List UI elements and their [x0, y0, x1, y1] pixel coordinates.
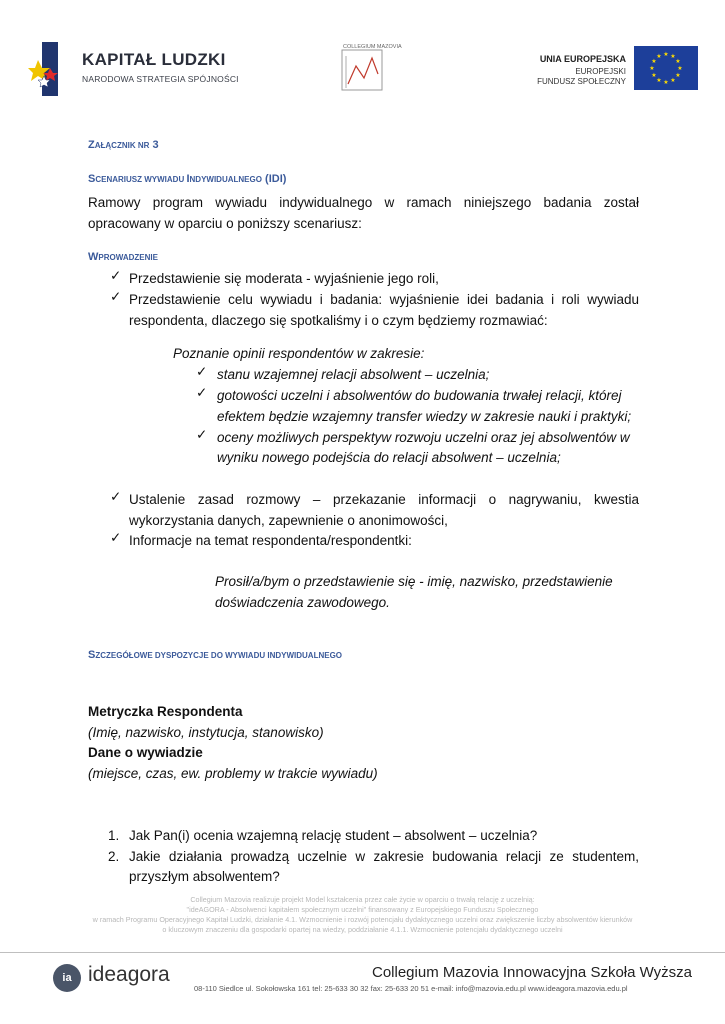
svg-text:★: ★ — [649, 65, 655, 72]
question-2-line2: przyszłym absolwentem? — [129, 869, 280, 884]
scenario-heading: SCENARIUSZ WYWIADU INDYWIDUALNEGO (IDI) — [88, 173, 287, 185]
intro-item-4: Informacje na temat respondenta/respondentki: — [129, 533, 412, 548]
eu-flag-icon — [634, 46, 698, 90]
svg-text:★: ★ — [651, 58, 657, 65]
intro-item-3-line2: wykorzystania danych, zapewnienie o anonimowości, — [129, 513, 448, 528]
intro-line2: opracowany w oparciu o poniższy scenariusz: — [88, 216, 362, 231]
interview-data-title: Dane o wywiadzie — [88, 745, 203, 760]
metryczka-subtitle: (Imię, nazwisko, instytucja, stanowisko) — [88, 725, 324, 740]
collegium-logo-text: COLLEGIUM MAZOVIA — [343, 44, 402, 50]
ue-fund-line1: EUROPEJSKI — [575, 67, 626, 76]
kapital-ludzki-logo — [28, 38, 78, 100]
kapital-ludzki-title: KAPITAŁ LUDZKI — [82, 50, 226, 69]
collegium-mazovia-logo — [336, 44, 390, 96]
sub-item-3-line2: wyniku nowego podejścia do relacji absolwent – uczelnia; — [217, 450, 561, 465]
college-name: Collegium Mazovia Innowacyjna Szkoła Wyższa — [372, 964, 692, 981]
college-address: 08-110 Siedlce ul. Sokołowska 161 tel: 25-633 30 32 fax: 25-633 20 51 e-mail: info@mazovia.edu.pl www.ideagora.mazovia.edu.pl — [194, 984, 628, 993]
svg-text:★: ★ — [663, 79, 669, 86]
ideagora-ia-icon: ia — [53, 964, 81, 992]
ue-name: UNIA EUROPEJSKA — [539, 54, 626, 64]
svg-text:★: ★ — [675, 58, 681, 65]
interview-data-subtitle: (miejsce, czas, ew. problemy w trakcie wywiadu) — [88, 766, 378, 781]
svg-text:★: ★ — [670, 77, 676, 84]
svg-text:★: ★ — [670, 53, 676, 60]
kapital-ludzki-subtitle: NARODOWA STRATEGIA SPÓJNOŚCI — [82, 74, 239, 84]
intro-line1: Ramowy program wywiadu indywidualnego w ramach niniejszego badania został — [88, 195, 639, 210]
respondent-prompt-line1: Prosił/a/bym o przedstawienie się - imię, nazwisko, przedstawienie — [215, 574, 613, 589]
svg-text:★: ★ — [675, 72, 681, 79]
ue-fund-line2: FUNDUSZ SPOŁECZNY — [537, 77, 626, 86]
sub-item-2-line1: gotowości uczelni i absolwentów do budowania trwałej relacji, której — [217, 388, 622, 403]
footer-divider — [0, 952, 725, 953]
question-1-number: 1. — [108, 828, 120, 843]
question-2-line1: Jakie działania prowadzą uczelnie w zakresie budowania relacji ze studentem, — [129, 849, 639, 864]
detailed-heading: SZCZEGÓŁOWE DYSPOZYCJE DO WYWIADU INDYWIDUALNEGO — [88, 649, 343, 661]
intro-item-1: Przedstawienie się moderata - wyjaśnienie jego roli, — [129, 271, 439, 286]
sub-item-2-line2: efektem będzie wzajemny transfer wiedzy w zakresie nauki i praktyki; — [217, 409, 632, 424]
svg-text:★: ★ — [651, 72, 657, 79]
footer-project-line1: Collegium Mazovia realizuje projekt Model kształcenia przez całe życie w oparciu o trwałą relację z uczelnią: — [190, 895, 535, 904]
question-2-number: 2. — [108, 849, 120, 864]
ideagora-logo-text: ideagora — [88, 963, 170, 986]
intro-item-2-line1: Przedstawienie celu wywiadu i badania: wyjaśnienie idei badania i roli wywiadu — [129, 292, 639, 307]
footer-project-line3: w ramach Programu Operacyjnego Kapitał Ludzki, działanie 4.1. Wzmocnienie i rozwój potencjału dydaktycznego uczelni oraz zwiększenie liczby absolwentów kierunków — [92, 915, 633, 924]
footer-project-line4: o kluczowym znaczeniu dla gospodarki opartej na wiedzy, poddziałanie 4.1.1. Wzmocnienie potencjału dydaktycznego uczelni — [162, 925, 563, 934]
annex-heading: ZAŁĄCZNIK NR 3 — [88, 139, 159, 151]
sub-item-3-line1: oceny możliwych perspektyw rozwoju uczelni oraz jej absolwentów w — [217, 430, 630, 445]
svg-text:★: ★ — [656, 53, 662, 60]
metryczka-title: Metryczka Respondenta — [88, 704, 243, 719]
footer-project-line2: "ideAGORA - Absolwenci kapitałem społecznym uczelni" finansowany z Europejskiego Funduszu Społecznego — [186, 905, 539, 914]
svg-text:★: ★ — [656, 77, 662, 84]
intro-item-2-line2: respondenta, dlaczego się spotkaliśmy i o czym będziemy rozmawiać: — [129, 313, 548, 328]
intro-item-3-line1: Ustalenie zasad rozmowy – przekazanie informacji o nagrywaniu, kwestia — [129, 492, 639, 507]
check-icon: ✓ — [110, 268, 122, 283]
respondent-prompt-line2: doświadczenia zawodowego. — [215, 595, 390, 610]
sub-item-1: stanu wzajemnej relacji absolwent – uczelnia; — [217, 367, 490, 382]
intro-section-heading: WPROWADZENIE — [88, 251, 158, 263]
question-1: Jak Pan(i) ocenia wzajemną relację student – absolwent – uczelnia? — [129, 828, 538, 843]
check-icon: ✓ — [110, 489, 122, 504]
svg-text:★: ★ — [663, 51, 669, 58]
check-icon: ✓ — [110, 530, 122, 545]
check-icon: ✓ — [110, 289, 122, 304]
subsection-title: Poznanie opinii respondentów w zakresie: — [173, 346, 425, 361]
svg-text:★: ★ — [677, 65, 683, 72]
check-icon: ✓ — [196, 385, 208, 400]
check-icon: ✓ — [196, 427, 208, 442]
check-icon: ✓ — [196, 364, 208, 379]
